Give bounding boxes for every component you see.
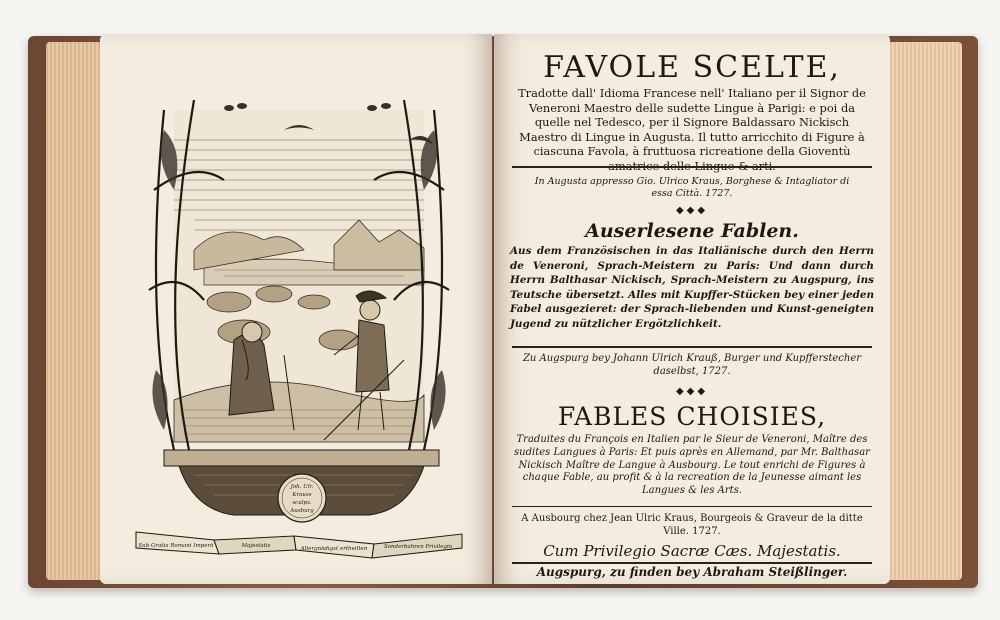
italian-imprint: In Augusta appresso Gio. Ulrico Kraus, Borghese & Intagliator di essa Città. 1727. xyxy=(534,176,850,199)
seal-line-2: Krauss xyxy=(292,492,312,498)
german-imprint: Zu Augspurg bey Johann Ulrich Krauß, Burger und Kupfferstecher daselbst, 1727. xyxy=(522,353,862,377)
frontispiece-engraving xyxy=(134,70,464,562)
ornament-2: ◆◆◆ xyxy=(675,386,709,397)
italian-title: FAVOLE SCELTE, xyxy=(543,50,841,85)
bookseller-line: Augspurg, zu finden bey Abraham Steißlinger. xyxy=(536,565,848,579)
privilege-line: Cum Privilegio Sacræ Cæs. Majestatis. xyxy=(543,542,841,560)
title-page xyxy=(494,34,890,584)
page-edges-left xyxy=(46,42,106,580)
ornament-1: ◆◆◆ xyxy=(675,205,709,216)
rule-3 xyxy=(512,506,872,507)
french-imprint: A Ausbourg chez Jean Ulric Kraus, Bourgeois & Graveur de la ditte Ville. 1727. xyxy=(521,513,863,537)
seal-line-1: Joh. Ulr. xyxy=(290,484,314,490)
banner-text-4: Sonderbahren Privilegio xyxy=(383,544,453,550)
open-book xyxy=(28,28,978,594)
rule-1 xyxy=(512,166,872,168)
banner-text-1: Sub Gratia Romani Imperii xyxy=(138,543,214,549)
seal-line-4: Ausburg xyxy=(290,508,314,514)
german-body: Aus dem Französischen in das Italiänische durch den Herrn de Veneroni, Sprach-Meistern zu Paris: Und dann durch Herrn Balthasar Nickisch, Sprach-Meistern zu Augspurg, ins Teutsche übersetzt. Alles mit Kupffer-Stücken bey einer jeden Fabel ausgezieret: der Sprach-liebenden und Kunst-geneigten Jugend zu nützlicher Ergötzlichkeit. xyxy=(510,245,874,330)
seal-line-3: sculps. xyxy=(292,500,312,506)
italian-subtitle: Tradotte dall' Idioma Francese nell' Italiano per il Signor de Veneroni Maestro delle sudette Lingue à Parigi: e poi da quelle nel Tedesco, per il Signore Baldassaro Nickisch Maestro di Lingue in Augusta. Il tutto arricchito di Figure à ciascuna Favola, à fruttuosa ricreatione della Gioventù amatrice delle Lingue & arti. xyxy=(518,86,866,173)
rule-2 xyxy=(512,346,872,348)
page-edges-right xyxy=(886,42,962,580)
rule-4 xyxy=(512,562,872,564)
german-title: Auserlesene Fablen. xyxy=(585,220,799,242)
french-title: FABLES CHOISIES, xyxy=(557,402,827,431)
banner-text-2: Majestatis xyxy=(241,543,271,549)
french-body: Traduites du François en Italien par le Sieur de Veneroni, Maître des sudites Langues à Paris: Et puis après en Allemand, par Mr. Balthasar Nickisch Maître de Langue à Ausbourg. Le tout enrichi de Figures à chaque Fable, au profit & à la recreation de la Jeunesse aimant les Langues & les Arts. xyxy=(514,434,870,497)
frontispiece-page xyxy=(100,34,492,584)
banner-text-3: Allergnädigst ertheilten xyxy=(300,546,368,552)
